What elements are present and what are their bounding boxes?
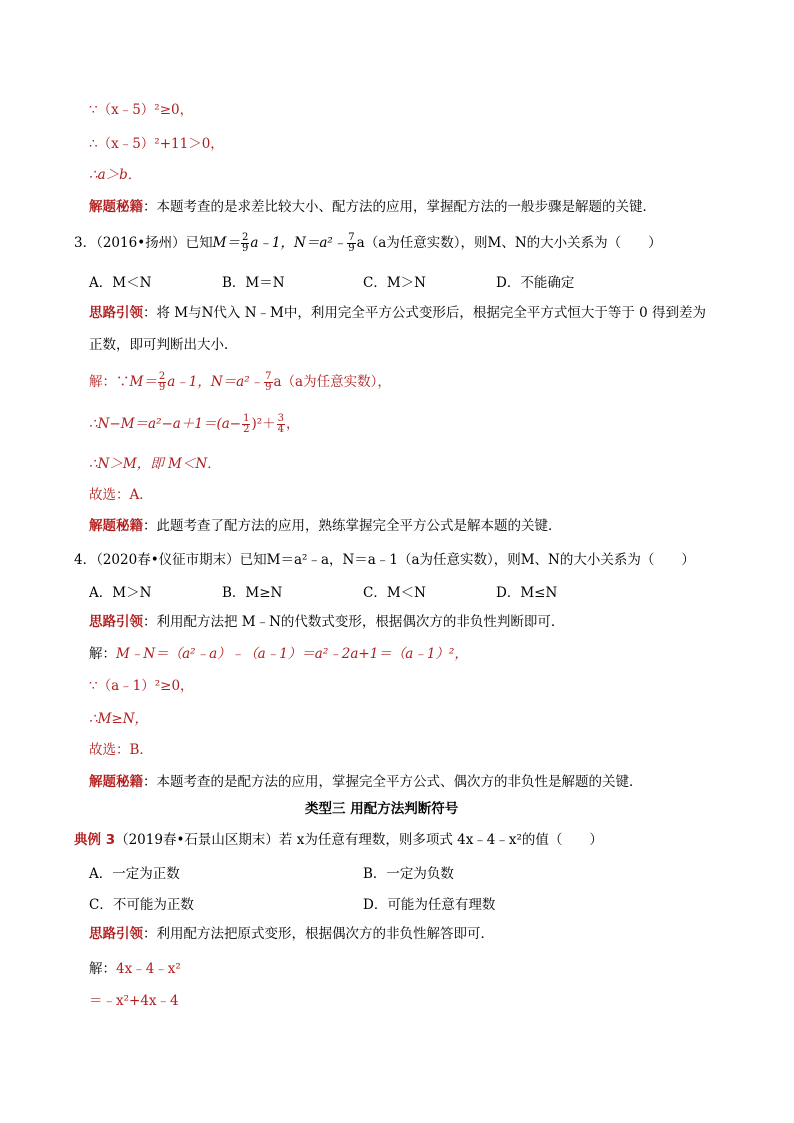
q3-hint-line-1	[89, 304, 706, 322]
q3-frac2-den: 9	[348, 243, 355, 254]
q4-secret-line	[89, 773, 643, 791]
q3-option-b: B．M＝N	[222, 275, 285, 291]
q4-hint-label: 思路引领	[89, 614, 143, 630]
q3-sol-frac2-den: 9	[265, 382, 272, 393]
q3-prefix: 3．（2016•扬州）已知	[74, 235, 213, 251]
q3-sol2-frac2-den: 4	[277, 424, 285, 435]
q4-secret-text: ：本题考查的是配方法的应用，掌握完全平方公式、偶次方的非负性是解题的关键．	[143, 774, 643, 790]
q3-sol2-a: ∴N−M＝a²−a＋1＝(a−	[89, 416, 242, 432]
section-title: 类型三 用配方法判断符号	[305, 801, 459, 817]
secret-text: ：本题考查的是求差比较大小、配方法的应用，掌握配方法的一般步骤是解题的关键．	[143, 199, 656, 215]
q4-solution-line-1	[89, 645, 468, 663]
q4-secret-label: 解题秘籍	[89, 774, 143, 790]
q3-frac2	[347, 233, 355, 254]
q4-hint-text: ：利用配方法把 M﹣N的代数式变形，根据偶次方的非负性判断即可．	[143, 614, 565, 630]
q3-sol2-b: )²＋	[251, 416, 276, 432]
q4-choose: 故选：B．	[89, 742, 153, 758]
q3-frac1	[241, 233, 249, 254]
q3-sol-m: M＝	[129, 374, 157, 390]
ex3-option-a: A．一定为正数	[89, 866, 180, 882]
ex3-solution-line-2: ＝﹣x²+4x﹣4	[89, 993, 179, 1009]
q3-frac1-den: 9	[242, 243, 249, 254]
q3-sol-a: a﹣1，	[167, 374, 211, 390]
q4-stem: 4．（2020春•仪征市期末）已知M＝a²﹣a，N＝a﹣1（a为任意实数），则M、N的大小关系为（ ）	[74, 552, 695, 568]
q3-secret-label: 解题秘籍	[89, 518, 143, 534]
q3-hint-text-1: ：将 M与N代入 N﹣M中，利用完全平方公式变形后，根据完全平方式恒大于等于 0 得到差为	[143, 305, 707, 321]
q3-option-d: D．不能确定	[496, 275, 575, 291]
q3-solution-line-3: ∴N＞M，即 M＜N．	[89, 456, 221, 472]
q3-option-a: A．M＜N	[89, 275, 152, 291]
ex3-option-c: C．不可能为正数	[89, 897, 194, 913]
q4-option-b: B．M≥N	[222, 585, 283, 601]
ex3-hint-text: ：利用配方法把原式变形，根据偶次方的非负性解答即可．	[143, 926, 494, 942]
top-secret-line	[89, 198, 656, 216]
q3-sol-prefix: 解：∵	[89, 374, 130, 390]
q4-hint-line	[89, 613, 564, 631]
ex3-stem	[74, 831, 603, 849]
q4-option-a: A．M＞N	[89, 585, 152, 601]
q3-choose: 故选：A．	[89, 487, 153, 503]
ex3-option-b: B．一定为负数	[363, 866, 454, 882]
q4-sol1-text: M﹣N＝（a²﹣a）﹣（a﹣1）＝a²﹣2a+1＝（a﹣1）²，	[116, 646, 468, 662]
q3-sol2-frac2	[277, 414, 285, 435]
q3-sol2-c: ，	[286, 416, 300, 432]
q3-frac2-num: 7	[348, 232, 355, 243]
ex3-label: 典例 3	[74, 832, 116, 848]
q3-sol2-frac1-den: 2	[243, 424, 250, 435]
q3-sol-frac2	[264, 372, 272, 393]
q4-option-c: C．M＜N	[363, 585, 426, 601]
q3-secret-line	[89, 517, 562, 535]
q3-solution-line-1	[89, 372, 391, 393]
q3-sol2-frac1	[242, 414, 250, 435]
q3-hint-line-2: 正数，即可判断出大小．	[89, 337, 238, 353]
q4-solution-line-3: ∴M≥N，	[89, 711, 149, 727]
q3-option-c: C．M＞N	[363, 275, 426, 291]
q3-sol2-frac2-num: 3	[277, 413, 285, 424]
ex3-solution-line-1	[89, 960, 181, 978]
top-line-2: ∴（x﹣5）²+11＞0，	[89, 136, 224, 152]
q3-sol-frac1-num: 2	[158, 371, 166, 382]
q4-sol1-prefix: 解：	[89, 646, 116, 662]
ex3-hint-line	[89, 925, 494, 943]
q3-m-def: M＝	[212, 235, 240, 251]
q3-tail: a（a为任意实数），则M、N的大小关系为（ ）	[356, 235, 662, 251]
q3-sol2-frac1-num: 1	[243, 413, 250, 424]
q3-a-minus-1: a﹣1，	[250, 235, 295, 251]
q3-sol-n: N＝a²﹣	[210, 374, 264, 390]
q3-sol-frac1-den: 9	[158, 382, 166, 393]
secret-label: 解题秘籍	[89, 199, 143, 215]
q3-sol-frac2-num: 7	[265, 371, 272, 382]
q3-stem	[74, 233, 662, 254]
ex3-stem-text: （2019春•石景山区期末）若 x为任意有理数，则多项式 4x﹣4﹣x²的值（ ）	[115, 832, 603, 848]
q3-solution-line-2	[89, 414, 300, 435]
q4-solution-line-2: ∵（a﹣1）²≥0，	[89, 678, 194, 694]
ex3-option-d: D．可能为任意有理数	[363, 897, 496, 913]
ex3-sol1-prefix: 解：	[89, 961, 116, 977]
q4-option-d: D．M≤N	[496, 585, 558, 601]
q3-n-def: N＝a²﹣	[294, 235, 347, 251]
q3-secret-text: ：此题考查了配方法的应用，熟练掌握完全平方公式是解本题的关键．	[143, 518, 562, 534]
q3-sol-frac1	[158, 372, 166, 393]
q3-frac1-num: 2	[242, 232, 249, 243]
ex3-sol1-text: 4x﹣4﹣x²	[116, 961, 181, 977]
q3-sol-tail: a（a为任意实数），	[273, 374, 391, 390]
top-line-1: ∵（x﹣5）²≥0，	[89, 102, 194, 118]
q3-hint-label: 思路引领	[89, 305, 143, 321]
top-line-3: ∴a＞b．	[89, 167, 142, 183]
ex3-hint-label: 思路引领	[89, 926, 143, 942]
